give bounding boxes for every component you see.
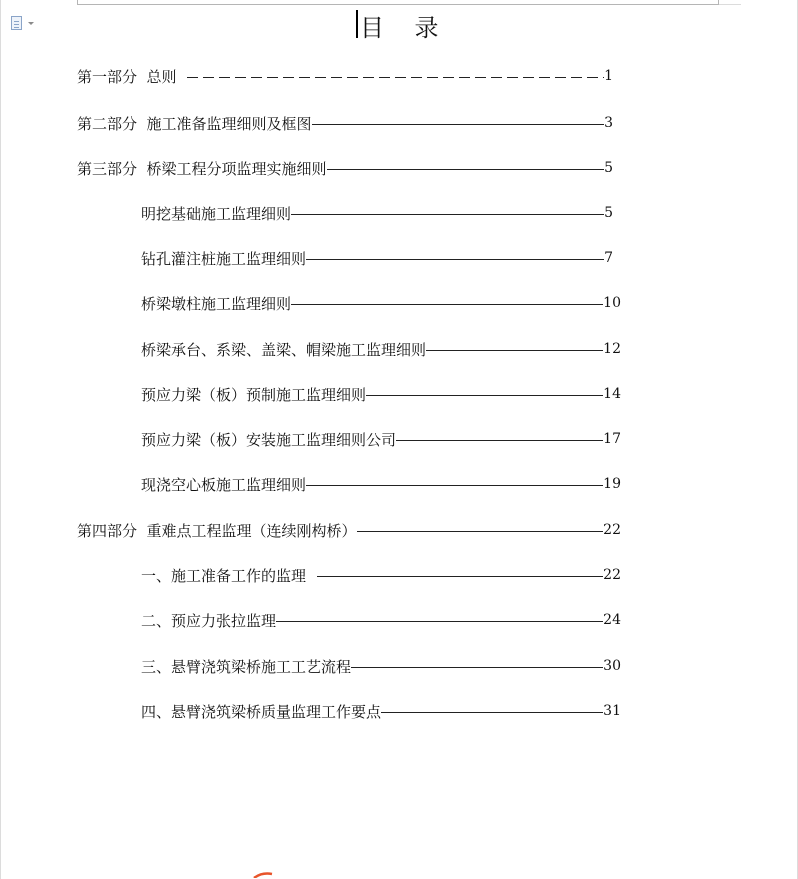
toc-entry-page: 22: [603, 522, 621, 538]
header-rule-tail: [719, 4, 741, 5]
toc-entry-cantilever-quality[interactable]: [141, 701, 621, 721]
toc-entry-label: 二、预应力张拉监理: [141, 611, 277, 630]
toc-leader: [291, 214, 604, 215]
toc-entry-prep-work[interactable]: [141, 565, 621, 585]
toc-leader: [276, 621, 603, 622]
toc-entry-label: 四、悬臂浇筑梁桥质量监理工作要点: [141, 702, 382, 721]
toc-leader: [351, 667, 603, 668]
toc-entry-page: 5: [604, 160, 613, 176]
toc-entry-label: 钻孔灌注桩施工监理细则: [141, 249, 307, 268]
toc-entry-part-1[interactable]: [77, 66, 613, 86]
toc-leader: [327, 169, 605, 170]
document-icon: [11, 16, 22, 30]
toc-leader: [187, 77, 604, 78]
toc-entry-label: 第二部分 施工准备监理细则及框图: [77, 114, 312, 133]
toc-leader: [426, 350, 603, 351]
toc-entry-page: 10: [603, 295, 621, 311]
page-title: 目 录: [360, 14, 439, 42]
toc-entry-pier-column[interactable]: [141, 293, 621, 313]
toc-entry-page: 7: [604, 250, 613, 266]
toc-leader: [312, 124, 605, 125]
watermark-fragment: [252, 872, 274, 878]
header-rule: [77, 4, 719, 5]
toc-leader: [357, 531, 604, 532]
toc-entry-cap-beam[interactable]: [141, 339, 621, 359]
toc-leader: [396, 440, 603, 441]
page-edge-left: [0, 0, 1, 879]
toc-entry-page: 1: [604, 68, 613, 84]
toc-entry-page: 5: [604, 205, 613, 221]
toc-entry-page: 22: [603, 567, 621, 583]
toc-entry-label: 第四部分 重难点工程监理（连续刚构桥）: [77, 521, 357, 540]
toc-entry-label: 第一部分 总则: [77, 67, 182, 86]
toc-entry-prestressed-install[interactable]: [141, 429, 621, 449]
toc-entry-open-foundation[interactable]: [141, 203, 613, 223]
toc-entry-part-3[interactable]: [77, 158, 613, 178]
toc-entry-page: 17: [603, 431, 621, 447]
chevron-down-icon: [28, 22, 34, 25]
toc-entry-page: 19: [603, 476, 621, 492]
toc-leader: [306, 485, 603, 486]
toc-entry-page: 3: [604, 115, 613, 131]
toc-entry-label: 预应力梁（板）预制施工监理细则: [141, 385, 367, 404]
text-cursor: [356, 10, 358, 38]
toc-entry-label: 第三部分 桥梁工程分项监理实施细则: [77, 159, 327, 178]
toc-entry-prestressed-precast[interactable]: [141, 384, 621, 404]
document-menu-button[interactable]: [8, 14, 40, 34]
toc-entry-hollow-slab[interactable]: [141, 474, 621, 494]
toc-entry-part-4[interactable]: [77, 520, 621, 540]
toc-entry-page: 24: [603, 612, 621, 628]
toc-entry-bored-pile[interactable]: [141, 248, 613, 268]
toc-entry-page: 30: [603, 658, 621, 674]
toc-leader: [317, 576, 603, 577]
toc-entry-page: 31: [603, 703, 621, 719]
toc-entry-label: 明挖基础施工监理细则: [141, 204, 292, 223]
toc-leader: [366, 395, 603, 396]
toc-leader: [381, 712, 603, 713]
toc-entry-page: 12: [603, 341, 621, 357]
toc-entry-tensioning[interactable]: [141, 610, 621, 630]
toc-entry-label: 桥梁墩柱施工监理细则: [141, 294, 292, 313]
toc-entry-label: 三、悬臂浇筑梁桥施工工艺流程: [141, 657, 352, 676]
toc-entry-cantilever-process[interactable]: [141, 656, 621, 676]
toc-entry-label: 桥梁承台、系梁、盖梁、帽梁施工监理细则: [141, 340, 427, 359]
toc-leader: [306, 259, 604, 260]
toc-leader: [291, 304, 603, 305]
toc-entry-part-2[interactable]: [77, 113, 613, 133]
toc-entry-label: 一、施工准备工作的监理: [141, 566, 311, 585]
toc-entry-label: 现浇空心板施工监理细则: [141, 475, 307, 494]
toc-entry-page: 14: [603, 386, 621, 402]
toc-entry-label: 预应力梁（板）安装施工监理细则公司: [141, 430, 397, 449]
